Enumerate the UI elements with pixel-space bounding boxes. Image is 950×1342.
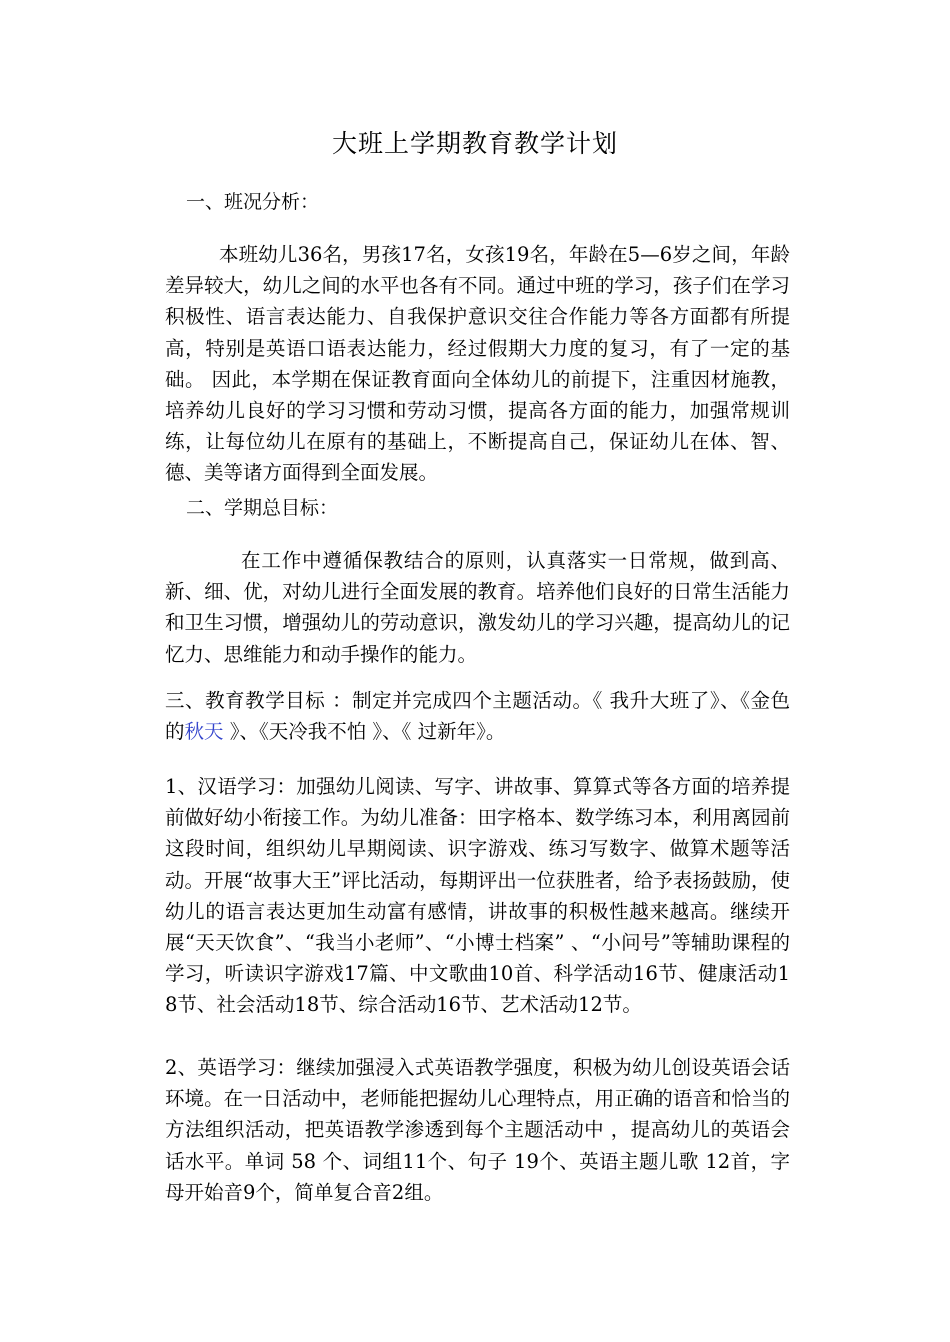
teaching-goals-text-end: 》、《天冷我不怕 》、《 过新年》。 <box>223 720 506 744</box>
paragraph-chinese-learning: 1、汉语学习：加强幼儿阅读、写字、讲故事、算算式等各方面的培养提前做好幼小衔接工作。为幼儿准备：田字格本、数学练习本，利用离园前这段时间，组织幼儿早期阅读、识字游戏、练习写数字、做算术题等活动。开展“故事大王”评比活动，每期评出一位获胜者，给予表扬鼓励，使幼儿的语言表达更加生动富有感情，讲故事的积极性越来越高。继续开展“天天饮食”、“我当小老师”、“小博士档案” 、“小问号”等辅助课程的学习，听读识字游戏17篇、中文歌曲10首、科学活动16节、健康活动18节、社会活动18节、综合活动16节、艺术活动12节。 <box>165 775 790 1017</box>
section-heading-class-analysis: 一、班况分析： <box>186 191 320 213</box>
paragraph-english-learning: 2、英语学习：继续加强浸入式英语教学强度，积极为幼儿创设英语会话环境。在一日活动中，老师能把握幼儿心理特点，用正确的语音和恰当的方法组织活动，把英语教学渗透到每个主题活动中 ，提高幼儿的英语会话水平。单词 58 个、词组11个、句子 19个、英语主题儿歌 12首，字母开始音9个，简单复合音2组。 <box>165 1056 790 1204</box>
document-title: 大班上学期教育教学计划 <box>331 129 618 158</box>
teaching-goals-text-start: 三、教育教学目标 ：制定并完成四个主题活动。《 我升大班了》、《金色的 <box>165 689 790 744</box>
paragraph-teaching-goals <box>165 685 790 747</box>
section-heading-semester-goals: 二、学期总目标： <box>186 497 339 519</box>
paragraph-class-analysis: 本班幼儿36名，男孩17名，女孩19名，年龄在5—6岁之间，年龄差异较大，幼儿之间的水平也各有不同。通过中班的学习，孩子们在学习积极性、语言表达能力、自我保护意识交往合作能力等各方面都有所提高，特别是英语口语表达能力，经过假期大力度的复习，有了一定的基础。 因此，本学期在保证教育面向全体幼儿的前提下，注重因材施教，培养幼儿良好的学习习惯和劳动习惯，提高各方面的能力，加强常规训练，让每位幼儿在原有的基础上，不断提高自己，保证幼儿在体、智、德、美等诸方面得到全面发展。 <box>165 243 790 485</box>
autumn-link[interactable]: 秋天 <box>184 720 224 744</box>
paragraph-semester-goals: 在工作中遵循保教结合的原则，认真落实一日常规，做到高、新、细、优，对幼儿进行全面发展的教育。培养他们良好的日常生活能力和卫生习惯，增强幼儿的劳动意识，激发幼儿的学习兴趣，提高幼儿的记忆力、思维能力和动手操作的能力。 <box>165 549 790 666</box>
